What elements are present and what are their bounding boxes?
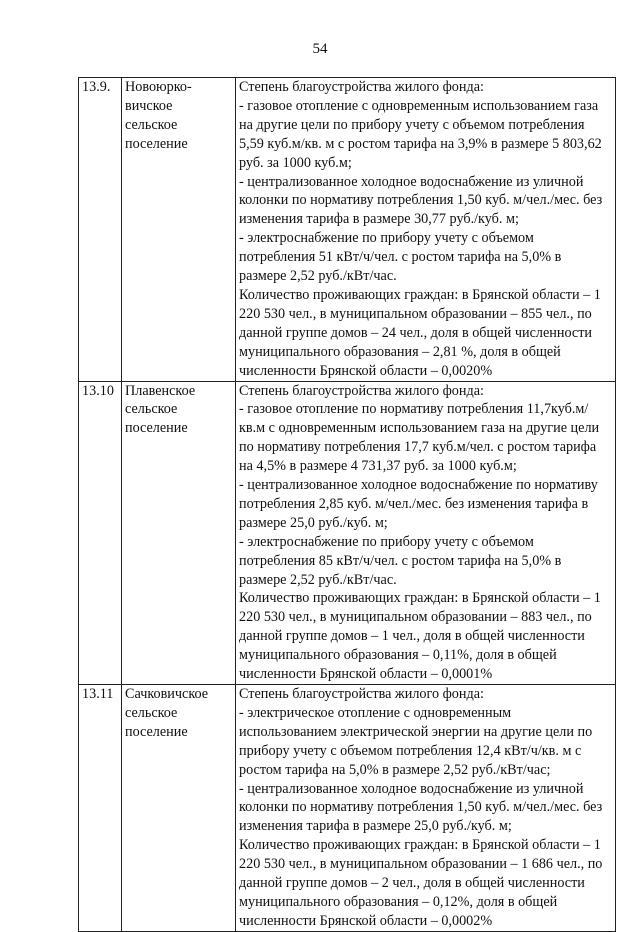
settlement-name-line: Новоюрко- xyxy=(125,79,192,95)
description-heading: Степень благоустройства жилого фонда: xyxy=(239,686,484,702)
settlements-table xyxy=(78,77,616,932)
settlement-description xyxy=(236,78,616,382)
settlement-name-line: сельское xyxy=(125,116,178,133)
table-row xyxy=(79,685,616,932)
settlement-name-line: поселение xyxy=(125,420,188,437)
description-paragraph: - электроснабжение по прибору учету с объемом потребления 85 кВт/ч/чел. с ростом тарифа на 5,0% в размере 2,52 руб./кВт/час. xyxy=(239,533,562,588)
settlement-name-line: Плавенское xyxy=(125,382,196,399)
row-number: 13.10 xyxy=(79,381,122,685)
settlement-name-line: вичское xyxy=(125,97,173,114)
settlement-name-line: Сачковичское xyxy=(125,686,209,702)
settlement-name xyxy=(122,381,236,685)
settlement-name-line: сельское xyxy=(125,704,178,721)
table-row xyxy=(79,78,616,382)
description-heading: Степень благоустройства жилого фонда: xyxy=(239,382,484,399)
settlement-description xyxy=(236,685,616,932)
settlement-name-line: сельское xyxy=(125,401,178,418)
page-number: 54 xyxy=(312,41,328,57)
description-paragraph: - централизованное холодное водоснабжение из уличной колонки по нормативу потребления 1,50 куб. м/чел./мес. без изменения тарифа в размере 30,77 руб./куб. м; xyxy=(239,173,603,228)
row-number: 13.9. xyxy=(79,78,122,382)
settlement-name-line: поселение xyxy=(125,135,188,152)
row-number: 13.11 xyxy=(79,685,122,932)
description-paragraph: - централизованное холодное водоснабжение по нормативу потребления 2,85 куб. м/чел./мес. без изменения тарифа в размере 25,0 руб./куб. м; xyxy=(239,477,598,531)
population-paragraph: Количество проживающих граждан: в Брянской области – 1 220 530 чел., в муниципальном образовании – 1 686 чел., по данной группе домов – 2 чел., доля в общей численности муниципального образования – 0,12%, доля в общей численности Брянской области – 0,0002% xyxy=(239,837,603,929)
settlement-description xyxy=(236,381,616,685)
settlement-name-line: поселение xyxy=(125,723,188,740)
settlement-name xyxy=(122,685,236,932)
description-paragraph: - централизованное холодное водоснабжение из уличной колонки по нормативу потребления 1,50 куб. м/чел./мес. без изменения тарифа в размере 25,0 руб./куб. м; xyxy=(239,780,603,835)
settlement-name xyxy=(122,78,236,382)
population-paragraph: Количество проживающих граждан: в Брянской области – 1 220 530 чел., в муниципальном образовании – 855 чел., по данной группе домов – 24 чел., доля в общей численности муниципального образования – 2,81 %, доля в общей численности Брянской области – 0,0020% xyxy=(239,286,601,379)
table-row xyxy=(79,381,616,685)
description-paragraph: - газовое отопление с одновременным использованием газа на другие цели по прибору учету с объемом потребления 5,59 куб.м/кв. м с ростом тарифа на 3,9% в размере 5 803,62 руб. за 1000 куб.м; xyxy=(239,97,602,171)
description-paragraph: - электрическое отопление с одновременным использованием электрической энергии на другие цели по прибору учету с объемом потребления 12,4 кВт/ч/кв. м с ростом тарифа на 5,0% в размере 2,52 руб./кВт/час; xyxy=(239,704,593,778)
population-paragraph: Количество проживающих граждан: в Брянской области – 1 220 530 чел., в муниципальном образовании – 883 чел., по данной группе домов – 1 чел., доля в общей численности муниципального образования – 0,11%, доля в общей численности Брянской области – 0,0001% xyxy=(239,590,601,683)
description-paragraph: - газовое отопление по нормативу потребления 11,7куб.м/кв.м с одновременным использованием газа на другие цели по нормативу потребления 17,7 куб.м/чел. с ростом тарифа на 4,5% в размере 4 731,37 руб. за 1000 куб.м; xyxy=(239,401,600,475)
description-heading: Степень благоустройства жилого фонда: xyxy=(239,79,484,95)
description-paragraph: - электроснабжение по прибору учету с объемом потребления 51 кВт/ч/чел. с ростом тарифа на 5,0% в размере 2,52 руб./кВт/час. xyxy=(239,230,562,285)
